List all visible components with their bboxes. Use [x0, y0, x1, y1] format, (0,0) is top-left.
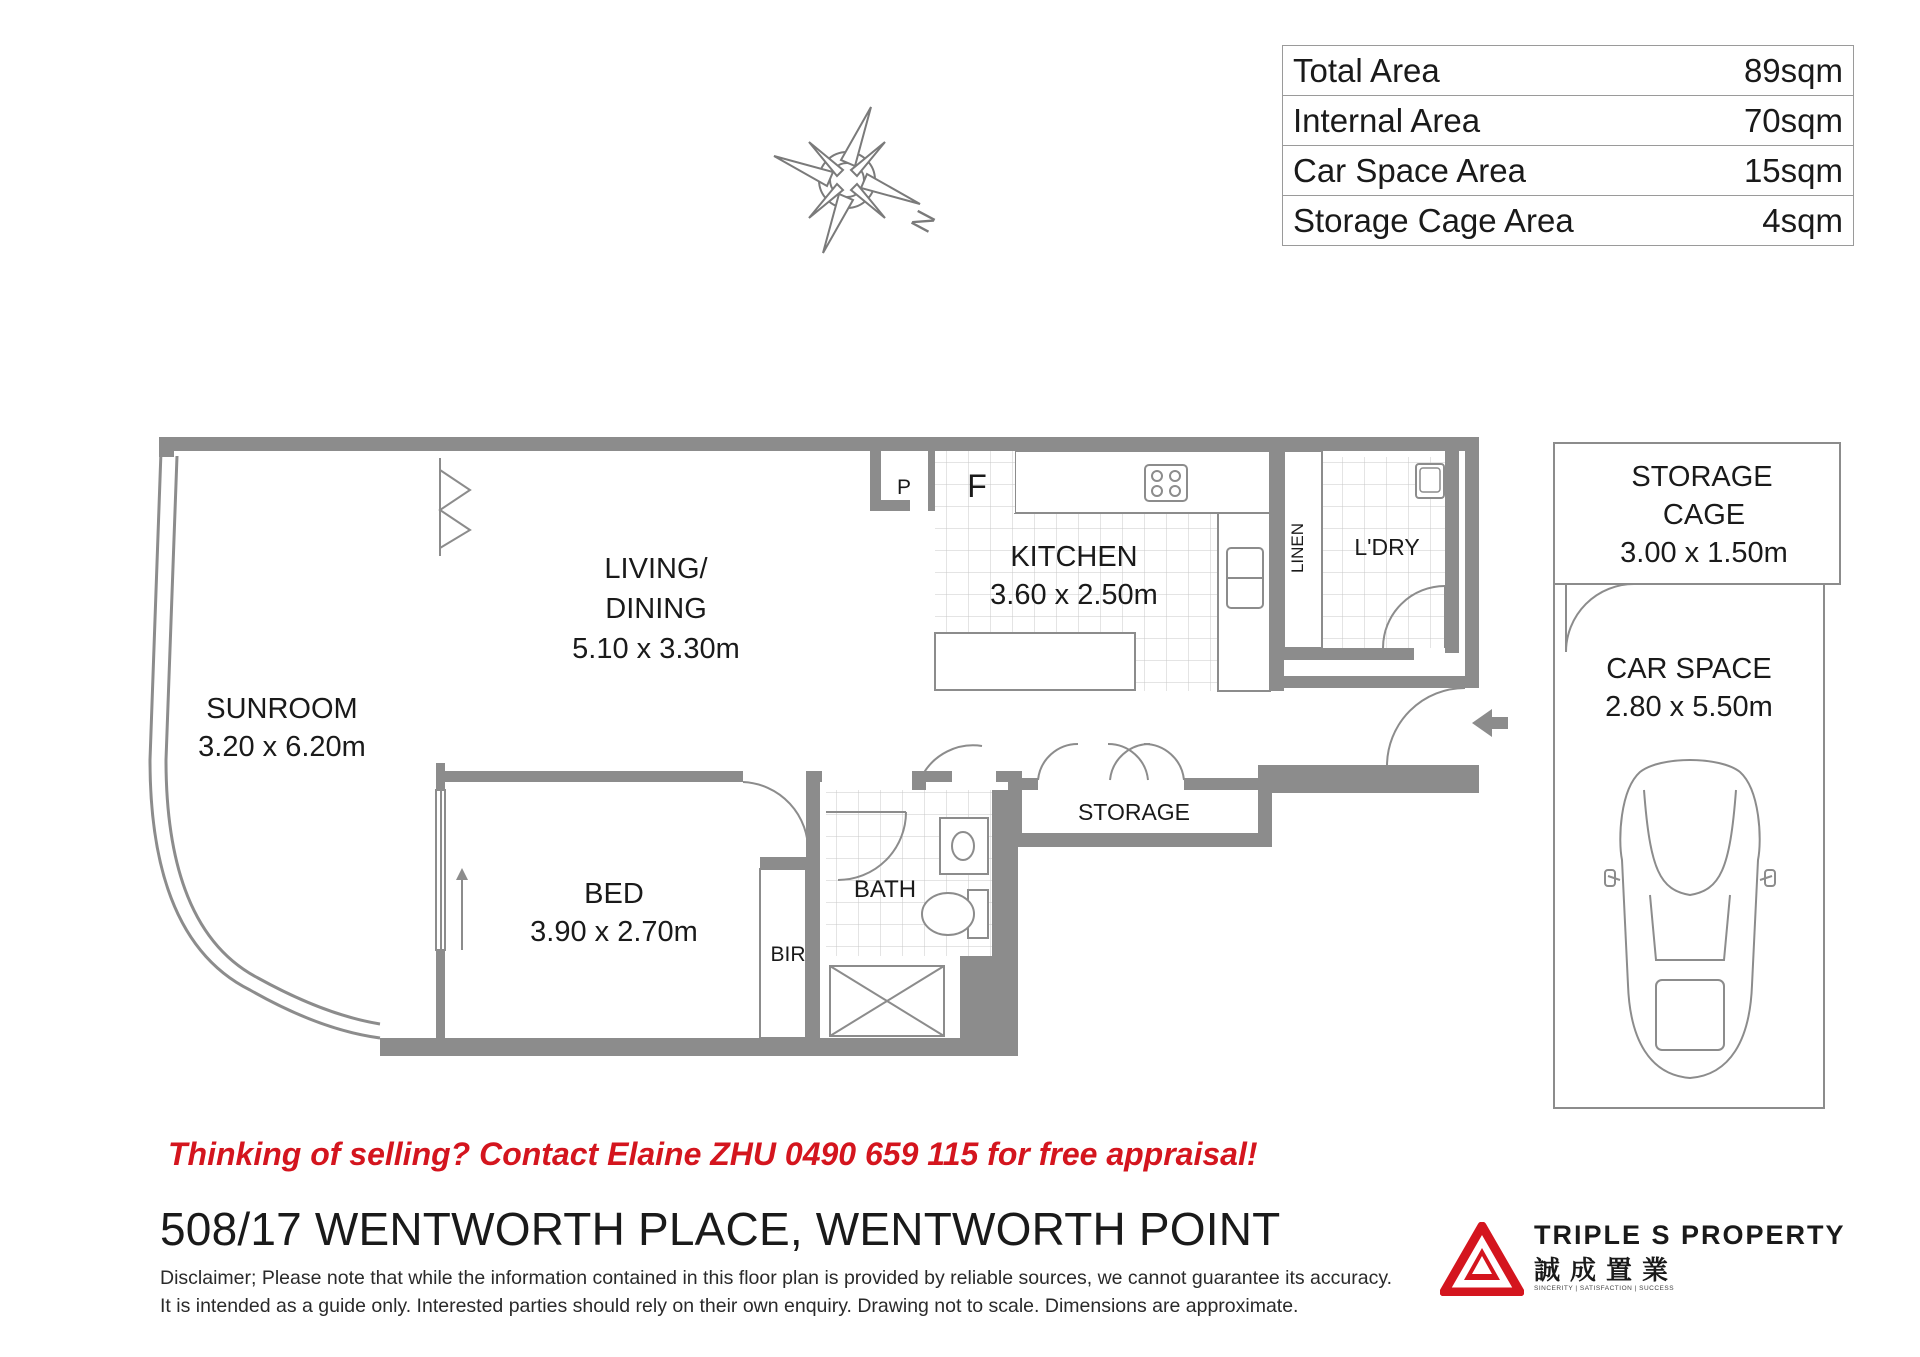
area-value: 89sqm	[1743, 51, 1843, 89]
storage-cage-name: STORAGE	[1631, 461, 1773, 493]
bath-label: BATH	[853, 876, 917, 903]
area-value: 70sqm	[1691, 96, 1853, 146]
kitchen-bench	[1015, 451, 1270, 513]
living-dims: 5.10 x 3.30m	[572, 633, 740, 665]
kitchen-name: KITCHEN	[1010, 541, 1138, 573]
laundry-label: L'DRY	[1354, 534, 1420, 560]
entry-arrow-icon	[1472, 709, 1508, 737]
brand-name: TRIPLE S PROPERTY	[1534, 1220, 1846, 1250]
bed-name: BED	[584, 878, 644, 910]
living-folding-door	[440, 458, 470, 556]
area-label: Car Space Area	[1283, 146, 1692, 196]
compass-icon	[774, 107, 920, 253]
bath-vanity	[940, 818, 988, 874]
kitchen-island	[935, 633, 1135, 690]
promo-text: Thinking of selling? Contact Elaine ZHU 0490 659 115 for free appraisal!	[168, 1136, 1258, 1172]
storage-cage-dims: 3.00 x 1.50m	[1620, 537, 1788, 569]
storage-label: STORAGE	[1077, 799, 1191, 825]
area-label: Internal Area	[1283, 96, 1692, 146]
sunroom-dims: 3.20 x 6.20m	[198, 731, 366, 763]
area-label: Total Area	[1293, 51, 1440, 89]
car-icon	[1605, 760, 1775, 1078]
linen-label: LINEN	[1288, 522, 1307, 574]
dining-name: DINING	[605, 593, 707, 625]
living-name: LIVING/	[604, 553, 708, 585]
area-value: 15sqm	[1691, 146, 1853, 196]
compass-north-label: N	[904, 205, 942, 238]
storage-doors	[922, 744, 1184, 780]
brand-tagline: SINCERITY | SATISFACTION | SUCCESS	[1534, 1285, 1675, 1292]
brand-logo-icon	[1440, 1222, 1524, 1296]
disclaimer-line-2: It is intended as a guide only. Interested parties should rely on their own enquiry. Drawing not to scale. Dimensions are approximate.	[160, 1295, 1299, 1317]
kitchen-dims: 3.60 x 2.50m	[990, 579, 1158, 611]
area-label: Storage Cage Area	[1283, 196, 1692, 246]
bir-label: BIR	[770, 943, 806, 966]
car-space-dims: 2.80 x 5.50m	[1605, 691, 1773, 723]
toilet-icon	[922, 890, 988, 938]
fridge-label: F	[967, 468, 987, 504]
area-value: 4sqm	[1691, 196, 1853, 246]
property-address: 508/17 WENTWORTH PLACE, WENTWORTH POINT	[160, 1203, 1281, 1255]
bed-dims: 3.90 x 2.70m	[530, 916, 698, 948]
pantry-label: P	[896, 476, 912, 499]
shower-icon	[830, 966, 944, 1036]
car-space-name: CAR SPACE	[1606, 653, 1772, 685]
brand-chinese-name: 誠成置業	[1534, 1256, 1679, 1286]
storage-cage-name-2: CAGE	[1662, 499, 1746, 531]
sunroom-name: SUNROOM	[206, 693, 358, 725]
disclaimer-line-1: Disclaimer; Please note that while the information contained in this floor plan is provided by reliable sources, we cannot guarantee its accuracy.	[160, 1267, 1393, 1289]
